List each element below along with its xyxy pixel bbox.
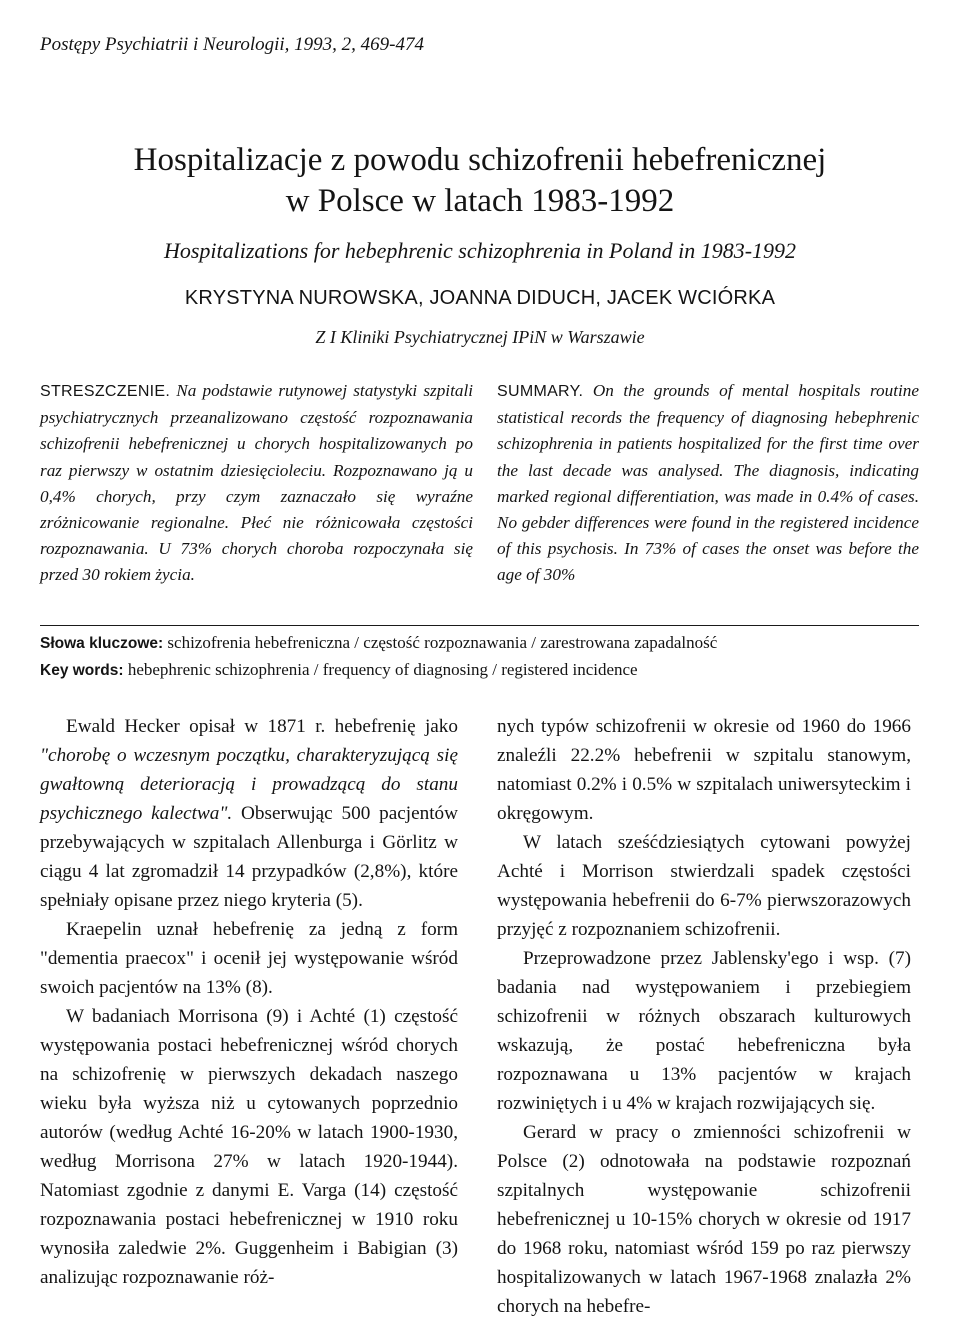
body-paragraph: nych typów schizofrenii w okresie od 1960 do 1966 znaleźli 22.2% hebefrenii w szpitalu stanowym, natomiast 0.2% i 0.5% w szpitalach uniwersyteckim i okręgowym.: [497, 716, 911, 824]
english-title: Hospitalizations for hebephrenic schizophrenia in Poland in 1983-1992: [163, 238, 797, 263]
keywords-polish-text: schizofrenia hebefreniczna / częstość rozpoznawania / zarestrowana zapadalność: [167, 633, 718, 652]
body-column-right: [497, 712, 911, 1321]
journal-citation: Postępy Psychiatrii i Neurologii, 1993, 2, 469-474: [40, 34, 425, 55]
body-column-left: [40, 712, 458, 1292]
abstract-polish-text: Na podstawie rutynowej statystyki szpitali psychiatrycznych przeanalizowano częstość rozpoznawania schizofrenii hebefrenicznej u chorych hospitalizowanych po raz pierwszy w ostatnim dziesięcioleciu. Rozpoznawano ją u 0,4% chorych, przy czym zaznaczało się wyraźne zróżnicowanie regionalne. Płeć nie różnicowała częstości rozpoznawania. U 73% chorych choroba rozpoczynała się przed 30 rokiem życia.: [40, 381, 474, 585]
abstract-polish-label: STRESZCZENIE.: [40, 383, 171, 400]
body-paragraph: Kraepelin uznał hebefrenię za jedną z form "dementia praecox" i ocenił jej występowanie wśród swoich pacjentów na 13% (8).: [40, 919, 458, 998]
keywords-english-label: Key words:: [40, 662, 124, 679]
body-text: Obserwując 500 pacjentów przebywających w szpitalach Allenburga i Görlitz w ciągu 4 lat zgromadził 14 przypadków (2,8%), które spełniały opisane przez niego kryteria (5).: [40, 803, 458, 911]
body-paragraph: W badaniach Morrisona (9) i Achté (1) częstość występowania postaci hebefrenicznej wśród chorych na schizofrenię w pierwszych dekadach naszego wieku była wyższa niż u cytowanych poprzednio autorów (według Achté 16-20% w latach 1900-1930, według Morrisona 27% w latach 1920-1944). Natomiast zgodnie z danymi E. Varga (14) częstość rozpoznawania postaci hebefrenicznej w 1910 roku wynosiła zaledwie 2%. Guggenheim i Babigian (3) analizując rozpoznawanie róż-: [40, 1006, 458, 1288]
hecker-quote: "chorobę o wczesnym początku, charakteryzującą się gwałtowną deterioracją i prowadzącą do stanu psychicznego kalectwa".: [40, 745, 458, 824]
body-paragraph: Przeprowadzone przez Jablensky'ego i wsp. (7) badania nad występowaniem i przebiegiem schizofrenii w różnych obszarach kulturowych wskazują, że postać hebefreniczna była rozpoznawana u 13% pacjentów w krajach rozwiniętych i u 4% w krajach rozwijających się.: [497, 948, 911, 1114]
body-text: Ewald Hecker opisał w 1871 r. hebefrenię jako: [66, 716, 458, 737]
title-line-1: Hospitalizacje z powodu schizofrenii hebefrenicznej: [133, 142, 827, 178]
keywords-polish: [40, 630, 940, 657]
title-line-2: w Polsce w latach 1983-1992: [285, 183, 675, 219]
body-paragraph: W latach sześćdziesiątych cytowani powyżej Achté i Morrison stwierdzali spadek częstości występowania hebefrenii do 6-7% pierwszorazowych przyjęć z rozpoznaniem schizofrenii.: [497, 832, 911, 940]
abstract-polish: [40, 378, 473, 589]
abstract-english-text: On the grounds of mental hospitals routine statistical records the frequency of diagnosing hebephrenic schizophrenia in patients hospitalized for the first time over the last decade was analysed. The diagnosis, indicating marked regional differentiation, was made in 0.4% of cases. No gebder differences were found in the registered incidence of this psychosis. In 73% of cases the onset was before the age of 30%: [497, 381, 920, 585]
section-divider: [40, 625, 919, 626]
body-paragraph: [40, 712, 458, 915]
body-paragraph: Gerard w pracy o zmienności schizofrenii w Polsce (2) odnotowała na podstawie rozpoznań szpitalnych występowanie schizofrenii hebefrenicznej u 10-15% chorych w okresie od 1917 do 1968 roku, natomiast wśród 159 po raz pierwszy hospitalizowanych w latach 1967-1968 znalazła 2% chorych na hebefre-: [497, 1122, 911, 1317]
keywords-english: [40, 657, 940, 684]
keywords-block: [40, 630, 940, 684]
keywords-polish-label: Słowa kluczowe:: [40, 635, 164, 652]
author-list: KRYSTYNA NUROWSKA, JOANNA DIDUCH, JACEK WCIÓRKA: [184, 287, 776, 309]
keywords-english-text: hebephrenic schizophrenia / frequency of diagnosing / registered incidence: [127, 660, 638, 679]
affiliation: Z I Kliniki Psychiatrycznej IPiN w Warszawie: [315, 327, 645, 347]
article-title: [40, 140, 920, 222]
abstract-english: [497, 378, 919, 589]
abstract-english-label: SUMMARY.: [497, 383, 584, 400]
